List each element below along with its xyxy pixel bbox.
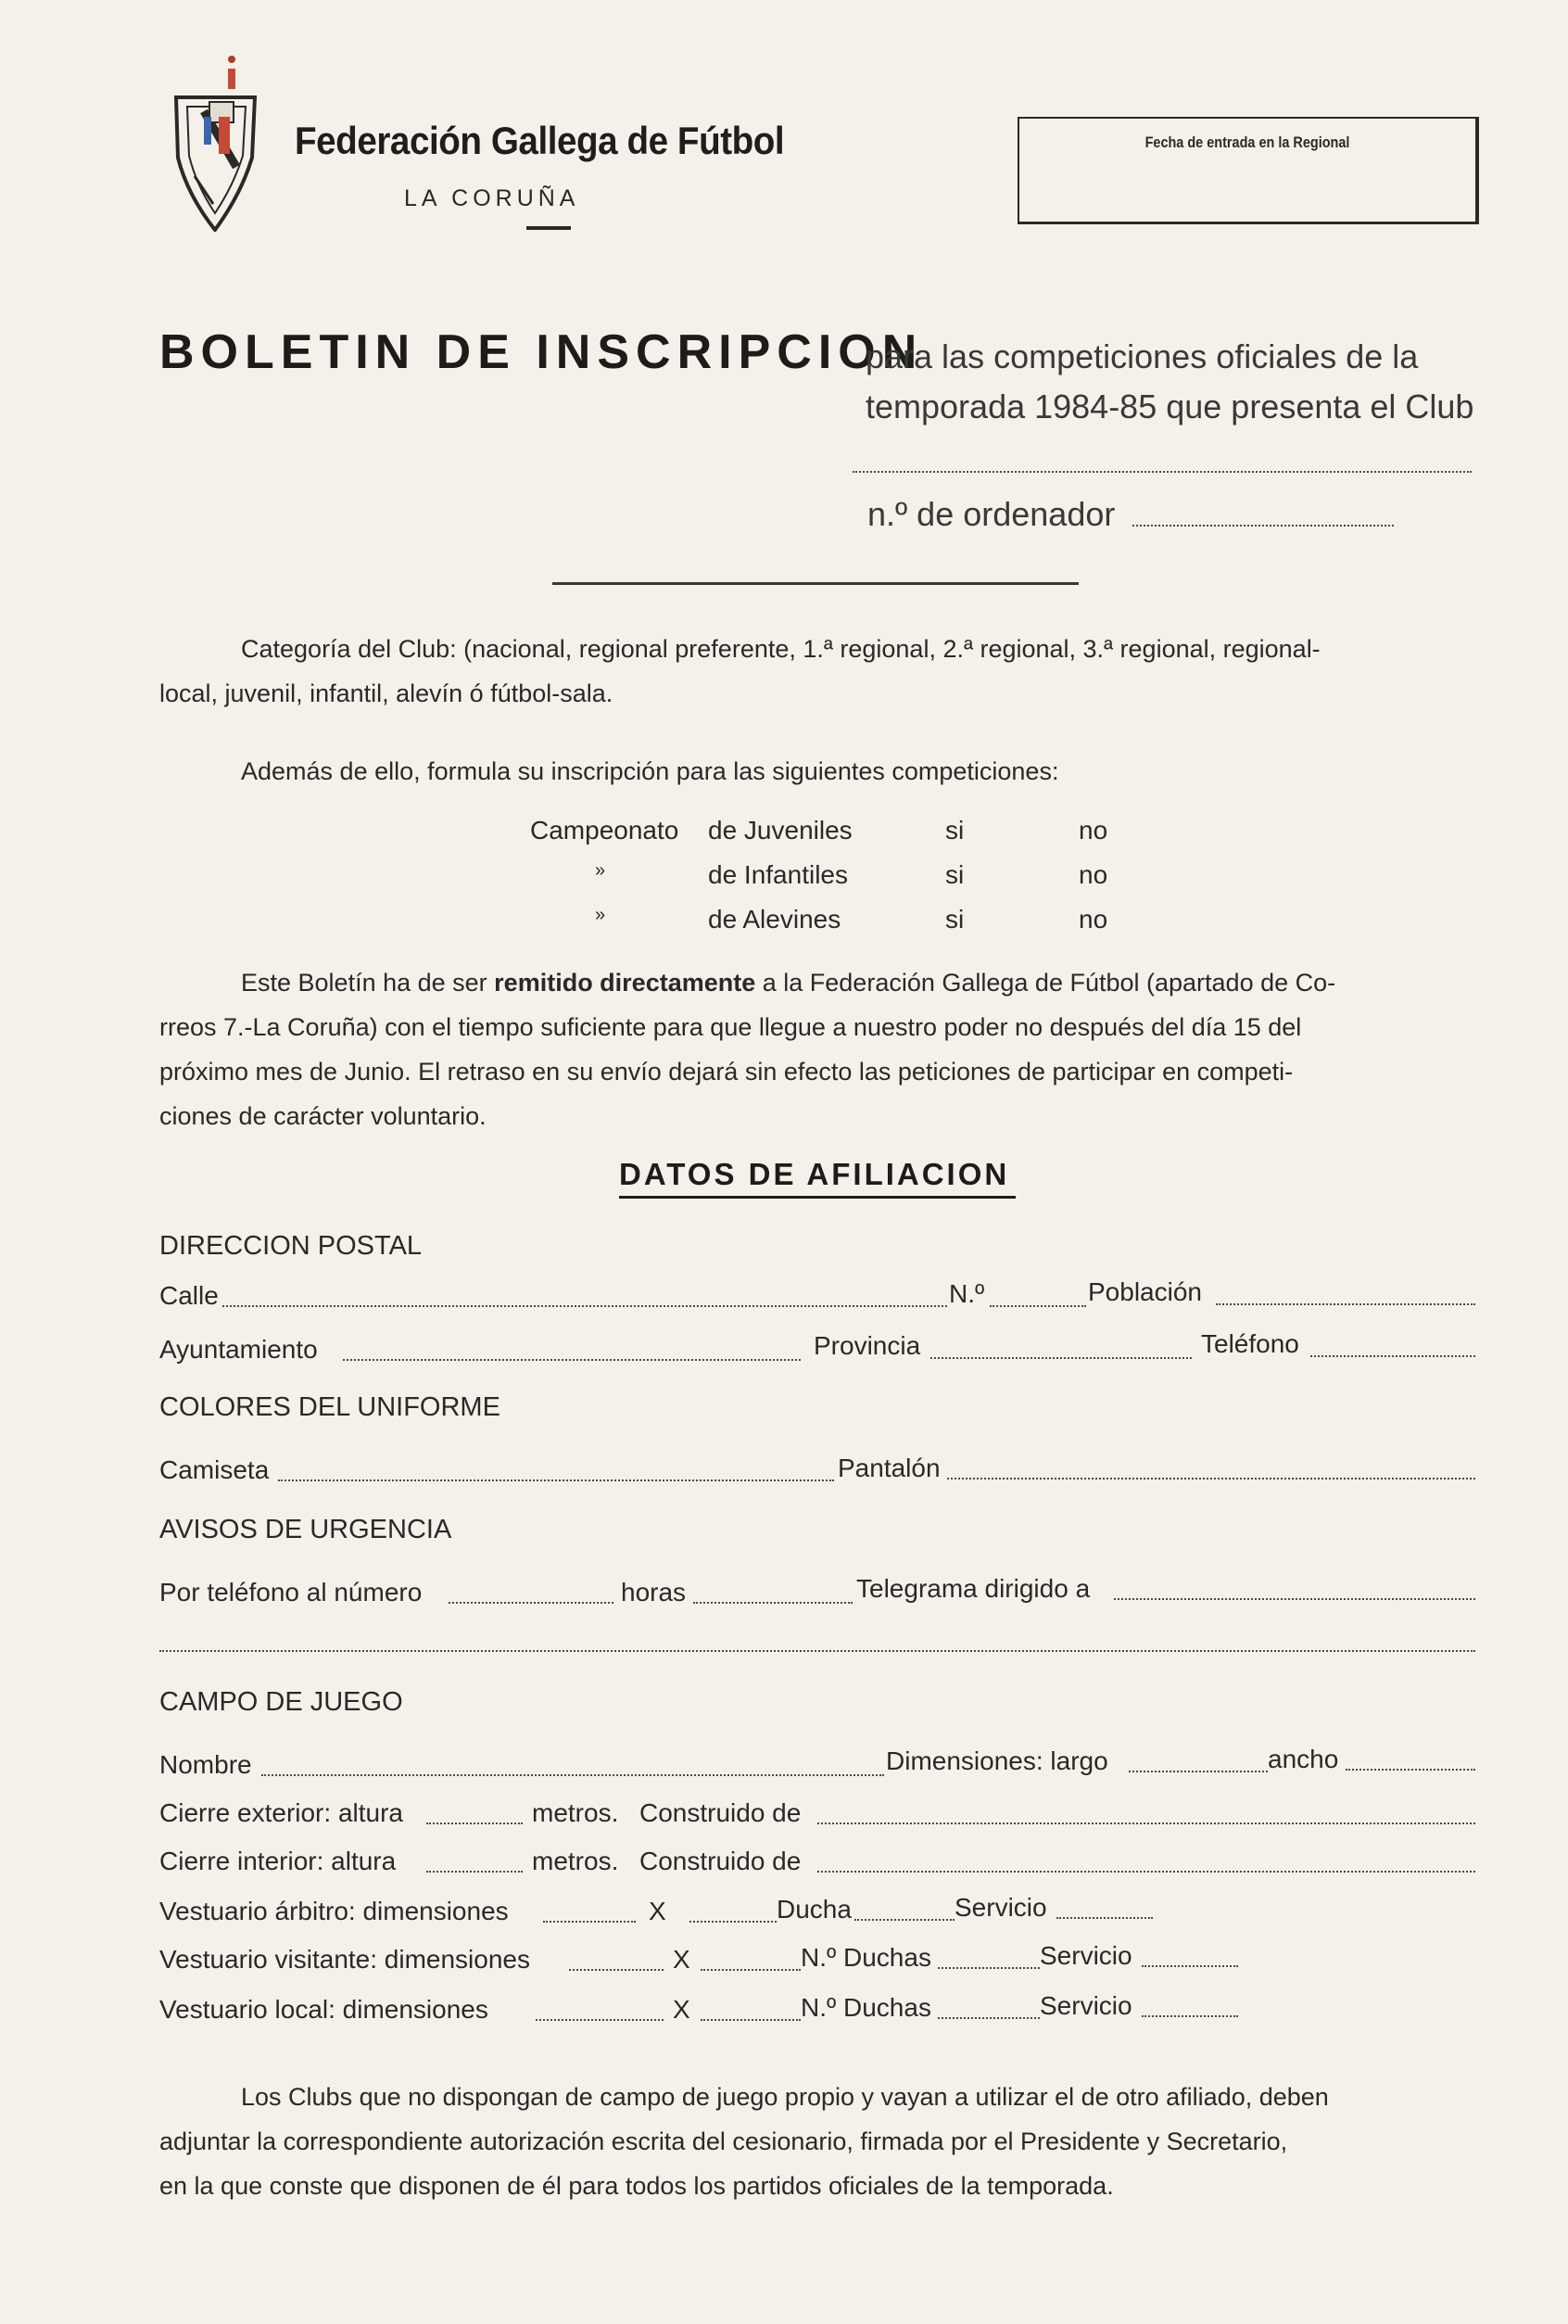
ordenador-label: n.º de ordenador — [867, 495, 1116, 533]
vestuario-visitante-dim2-field[interactable] — [701, 1969, 801, 1971]
comp-no-option[interactable]: no — [1079, 905, 1108, 933]
comp-name: de Juveniles — [708, 816, 853, 845]
cierre-exterior-altura-field[interactable] — [426, 1822, 523, 1824]
telegrama-label: Telegrama dirigido a — [856, 1574, 1091, 1603]
vestuario-arbitro-label: Vestuario árbitro: dimensiones — [159, 1897, 509, 1925]
ayuntamiento-label: Ayuntamiento — [159, 1335, 318, 1364]
nombre-label: Nombre — [159, 1750, 252, 1779]
telegrama-field-cont[interactable] — [159, 1650, 1475, 1652]
x-label: X — [649, 1897, 666, 1925]
vestuario-local-dim1-field[interactable] — [536, 2019, 664, 2021]
nombre-field[interactable] — [261, 1774, 884, 1776]
por-telefono-label: Por teléfono al número — [159, 1578, 423, 1606]
vestuario-arbitro-dim2-field[interactable] — [689, 1921, 777, 1923]
comp-yes-option[interactable]: si — [945, 905, 965, 933]
vestuario-local-dim2-field[interactable] — [701, 2019, 801, 2021]
pantalon-field[interactable] — [947, 1478, 1475, 1479]
calle-label: Calle — [159, 1281, 219, 1310]
numero-label: N.º — [949, 1279, 985, 1308]
divider — [552, 582, 1079, 585]
poblacion-label: Población — [1088, 1277, 1202, 1306]
x-label: X — [673, 1945, 690, 1974]
comp-name: de Alevines — [708, 905, 841, 933]
ducha-field[interactable] — [854, 1919, 955, 1921]
aviso-text: a la Federación Gallega de Fútbol (apartado de Co- — [755, 969, 1336, 997]
categoria-line-2: local, juvenil, infantil, alevín ó fútbol-sala. — [159, 679, 613, 707]
aviso-line-3: próximo mes de Junio. El retraso en su envío dejará sin efecto las peticiones de participar en competi- — [159, 1058, 1294, 1086]
avisos-heading: AVISOS DE URGENCIA — [159, 1515, 452, 1544]
camiseta-label: Camiseta — [159, 1455, 270, 1484]
nota-line-3: en la que conste que disponen de él para todos los partidos oficiales de la temporada. — [159, 2172, 1114, 2200]
aviso-line-2: rreos 7.-La Coruña) con el tiempo suficiente para que llegue a nuestro poder no después del día 15 del — [159, 1013, 1302, 1041]
ancho-field[interactable] — [1346, 1769, 1475, 1771]
colores-heading: COLORES DEL UNIFORME — [159, 1392, 500, 1422]
vestuario-local-label: Vestuario local: dimensiones — [159, 1995, 488, 2024]
horas-field[interactable] — [693, 1602, 853, 1604]
servicio-field[interactable] — [1142, 1965, 1238, 1967]
form-title: BOLETIN DE INSCRIPCION — [159, 325, 924, 379]
construido-label: Construido de — [639, 1847, 802, 1875]
cierre-exterior-label: Cierre exterior: altura — [159, 1798, 403, 1827]
n-duchas-field[interactable] — [938, 1967, 1040, 1969]
aviso-bold-text: remitido directamente — [494, 969, 756, 997]
comp-prefix: » — [595, 905, 606, 925]
vestuario-visitante-label: Vestuario visitante: dimensiones — [159, 1945, 530, 1974]
largo-field[interactable] — [1129, 1771, 1268, 1772]
ordenador-field[interactable] — [1132, 525, 1394, 527]
ducha-label: Ducha — [777, 1895, 852, 1924]
metros-label: metros. — [532, 1847, 619, 1875]
n-duchas-label: N.º Duchas — [801, 1943, 931, 1972]
calle-field[interactable] — [222, 1305, 947, 1307]
datos-heading: DATOS DE AFILIACION — [619, 1157, 1010, 1191]
telefono-field[interactable] — [1310, 1355, 1475, 1357]
provincia-field[interactable] — [930, 1357, 1192, 1359]
entry-date-label: Fecha de entrada en la Regional — [1144, 133, 1350, 151]
telegrama-field[interactable] — [1114, 1598, 1475, 1600]
comp-no-option[interactable]: no — [1079, 816, 1108, 845]
comp-prefix: Campeonato — [530, 816, 679, 845]
comp-yes-option[interactable]: si — [945, 860, 965, 889]
nota-line-2: adjuntar la correspondiente autorización escrita del cesionario, firmada por el Presidente y Secretario, — [159, 2127, 1288, 2155]
construido-label: Construido de — [639, 1798, 802, 1827]
cierre-interior-label: Cierre interior: altura — [159, 1847, 397, 1875]
provincia-label: Provincia — [814, 1331, 921, 1360]
vestuario-arbitro-dim1-field[interactable] — [543, 1921, 636, 1923]
ayuntamiento-field[interactable] — [343, 1359, 801, 1361]
dimensiones-largo-label: Dimensiones: largo — [886, 1746, 1108, 1775]
title-line-1: para las competiciones oficiales de la — [866, 337, 1419, 375]
comp-name: de Infantiles — [708, 860, 848, 889]
servicio-field[interactable] — [1142, 2015, 1238, 2017]
servicio-label: Servicio — [1040, 1991, 1132, 2020]
club-name-field[interactable] — [853, 471, 1472, 473]
por-telefono-field[interactable] — [449, 1602, 613, 1604]
n-duchas-field[interactable] — [938, 2017, 1040, 2019]
pantalon-label: Pantalón — [838, 1454, 941, 1482]
cierre-interior-altura-field[interactable] — [426, 1871, 523, 1873]
federation-city: LA CORUÑA — [404, 185, 580, 211]
ancho-label: ancho — [1268, 1745, 1339, 1773]
comp-yes-option[interactable]: si — [945, 816, 965, 845]
servicio-label: Servicio — [1040, 1941, 1132, 1970]
comp-no-option[interactable]: no — [1079, 860, 1108, 889]
n-duchas-label: N.º Duchas — [801, 1993, 931, 2022]
categoria-line-1: Categoría del Club: (nacional, regional preferente, 1.ª regional, 2.ª regional, 3.ª regional, regional- — [241, 635, 1321, 663]
servicio-label: Servicio — [955, 1893, 1047, 1922]
x-label: X — [673, 1995, 690, 2024]
federation-name: Federación Gallega de Fútbol — [295, 119, 785, 162]
vestuario-visitante-dim1-field[interactable] — [569, 1969, 664, 1971]
divider — [526, 226, 571, 230]
aviso-line-4: ciones de carácter voluntario. — [159, 1102, 487, 1130]
competiciones-intro: Además de ello, formula su inscripción para las siguientes competiciones: — [241, 757, 1059, 785]
cierre-exterior-construido-field[interactable] — [817, 1822, 1475, 1824]
camiseta-field[interactable] — [278, 1479, 834, 1481]
servicio-field[interactable] — [1056, 1917, 1153, 1919]
cierre-interior-construido-field[interactable] — [817, 1871, 1475, 1873]
poblacion-field[interactable] — [1216, 1303, 1475, 1305]
metros-label: metros. — [532, 1798, 619, 1827]
federation-crest-icon — [167, 56, 259, 232]
comp-prefix: » — [595, 860, 606, 881]
horas-label: horas — [621, 1578, 687, 1606]
nota-line-1: Los Clubs que no dispongan de campo de juego propio y vayan a utilizar el de otro afiliado, deben — [241, 2083, 1329, 2111]
aviso-line-1 — [241, 960, 1335, 1005]
title-line-2: temporada 1984-85 que presenta el Club — [866, 387, 1474, 425]
numero-field[interactable] — [990, 1305, 1086, 1307]
entry-date-box[interactable] — [1018, 117, 1479, 224]
aviso-text: Este Boletín ha de ser — [241, 969, 495, 997]
telefono-label: Teléfono — [1201, 1329, 1299, 1358]
datos-heading-underline — [619, 1196, 1016, 1199]
direccion-heading: DIRECCION POSTAL — [159, 1231, 423, 1261]
campo-heading: CAMPO DE JUEGO — [159, 1687, 403, 1717]
